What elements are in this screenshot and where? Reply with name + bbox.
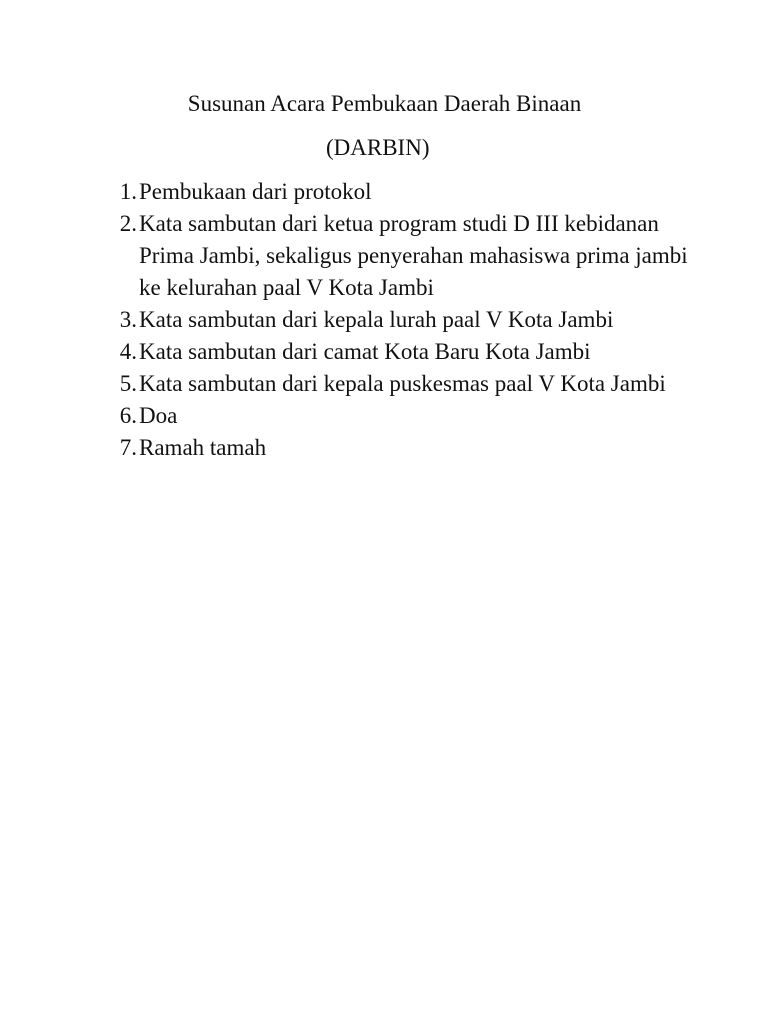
list-item [110, 400, 710, 432]
list-item-number: 3. [119, 307, 137, 332]
list-item-number: 1. [119, 179, 137, 204]
document-title: Susunan Acara Pembukaan Daerah Binaan [187, 91, 582, 116]
list-item-number: 6. [119, 403, 137, 428]
agenda-list [110, 176, 710, 464]
list-item-number: 4. [119, 339, 137, 364]
list-item [110, 176, 710, 208]
list-item-text: Kata sambutan dari camat Kota Baru Kota Jambi [139, 339, 591, 364]
list-item [110, 432, 710, 464]
document-subtitle: (DARBIN) [326, 135, 430, 160]
list-item-text: Kata sambutan dari ketua program studi D III kebidanan Prima Jambi, sekaligus penyerahan mahasiswa prima jambi ke kelurahan paal V Kota Jambi [139, 211, 688, 300]
list-item-text: Doa [139, 403, 178, 428]
list-item-text: Kata sambutan dari kepala lurah paal V Kota Jambi [139, 307, 614, 332]
list-item [110, 304, 710, 336]
list-item-text: Ramah tamah [139, 435, 267, 460]
list-item-text: Pembukaan dari protokol [139, 179, 372, 204]
list-item [110, 208, 710, 304]
list-item-number: 5. [119, 371, 137, 396]
list-item-text: Kata sambutan dari kepala puskesmas paal V Kota Jambi [139, 371, 666, 396]
list-item [110, 336, 710, 368]
list-item [110, 368, 710, 400]
list-item-number: 7. [119, 435, 137, 460]
list-item-number: 2. [119, 211, 137, 236]
